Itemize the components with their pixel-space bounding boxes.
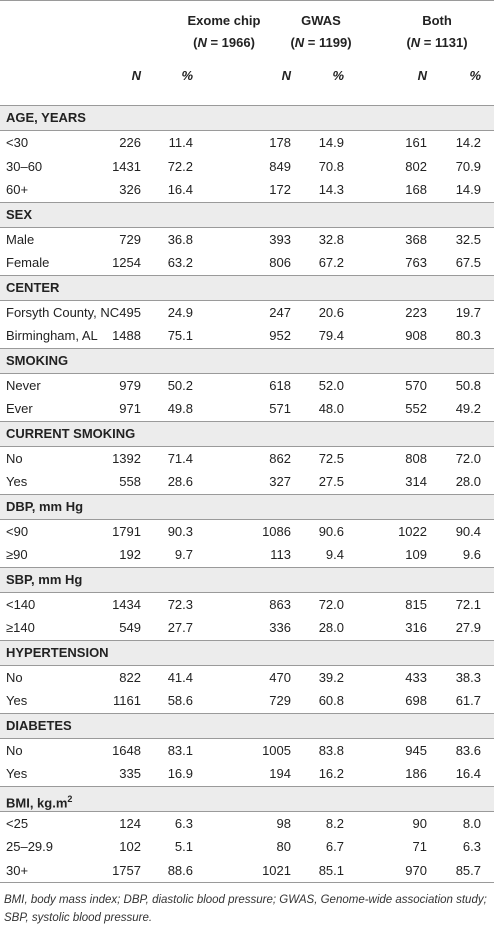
row-label: Ever — [6, 401, 33, 416]
section-header — [0, 494, 494, 520]
count-cell: 618 — [269, 377, 291, 393]
section-header — [0, 567, 494, 593]
count-cell: 698 — [405, 693, 427, 708]
count-cell: 1791 — [112, 523, 141, 539]
percent-cell: 80.3 — [455, 328, 481, 343]
row-label: Birmingham, AL — [6, 328, 98, 343]
percent-cell: 16.4 — [167, 182, 193, 197]
percent-cell: 5.1 — [174, 839, 193, 854]
count-cell: 1086 — [262, 523, 291, 539]
percent-cell: 83.8 — [318, 742, 344, 758]
count-column-header: N — [131, 68, 141, 83]
count-cell: 952 — [269, 328, 291, 343]
count-cell: 1757 — [112, 862, 141, 878]
count-cell: 1161 — [113, 693, 141, 708]
count-cell: 327 — [269, 474, 291, 489]
row-label: <140 — [6, 596, 36, 612]
table-row — [0, 228, 494, 252]
percent-cell: 52.0 — [318, 377, 344, 393]
percent-cell: 90.4 — [455, 523, 481, 539]
percent-cell: 72.2 — [167, 158, 193, 174]
table-row — [0, 324, 494, 348]
row-label: Male — [6, 231, 35, 247]
count-cell: 1022 — [398, 523, 427, 539]
table-row — [0, 812, 494, 836]
section-header — [0, 348, 494, 374]
count-cell: 470 — [269, 669, 291, 685]
section-title-superscript: 2 — [67, 793, 73, 804]
count-cell: 1005 — [262, 742, 291, 758]
table-row — [0, 762, 494, 786]
percent-cell: 14.9 — [318, 135, 344, 150]
percent-cell: 20.6 — [318, 304, 344, 320]
row-label: ≥90 — [6, 547, 28, 562]
percent-cell: 9.4 — [325, 547, 344, 562]
count-cell: 247 — [269, 304, 291, 320]
percent-cell: 6.3 — [174, 815, 193, 831]
count-cell: 98 — [276, 815, 291, 831]
row-label: Forsyth County, NC — [6, 304, 120, 320]
percent-cell: 85.7 — [455, 862, 481, 878]
column-group-header — [261, 10, 381, 54]
group-name: Both — [422, 13, 452, 28]
row-label: 25–29.9 — [6, 839, 53, 854]
section-title: CENTER — [6, 279, 60, 295]
percent-cell: 14.2 — [455, 135, 481, 150]
count-cell: 806 — [269, 255, 291, 270]
section-title: DIABETES — [6, 717, 72, 733]
count-cell: 729 — [269, 693, 291, 708]
table-row — [0, 374, 494, 398]
table-row — [0, 593, 494, 617]
count-cell: 336 — [269, 620, 291, 635]
row-label: Never — [6, 377, 41, 393]
count-cell: 815 — [405, 596, 427, 612]
percent-cell: 49.2 — [455, 401, 481, 416]
section-title: CURRENT SMOKING — [6, 425, 136, 441]
row-label: 60+ — [6, 182, 29, 197]
table-row — [0, 301, 494, 325]
n-symbol: N — [294, 35, 305, 50]
count-cell: 808 — [405, 450, 427, 466]
count-cell: 549 — [119, 620, 141, 635]
percent-cell: 28.0 — [455, 474, 481, 489]
count-cell: 316 — [405, 620, 427, 635]
percent-cell: 72.1 — [455, 596, 481, 612]
row-label: 30–60 — [6, 158, 43, 174]
percent-cell: 32.5 — [455, 231, 481, 247]
percent-cell: 50.8 — [455, 377, 481, 393]
percent-cell: 60.8 — [318, 693, 344, 708]
percent-cell: 9.6 — [462, 547, 481, 562]
count-cell: 979 — [119, 377, 141, 393]
count-cell: 223 — [405, 304, 427, 320]
count-cell: 552 — [405, 401, 427, 416]
percent-column-header: % — [469, 68, 481, 83]
count-cell: 822 — [119, 669, 141, 685]
count-cell: 161 — [405, 135, 427, 150]
section-header — [0, 105, 494, 131]
count-cell: 314 — [405, 474, 427, 489]
section-header — [0, 202, 494, 228]
count-cell: 226 — [119, 135, 141, 150]
percent-cell: 61.7 — [455, 693, 481, 708]
count-cell: 802 — [405, 158, 427, 174]
percent-cell: 39.2 — [318, 669, 344, 685]
count-cell: 763 — [405, 255, 427, 270]
count-cell: 862 — [269, 450, 291, 466]
count-cell: 1488 — [112, 328, 141, 343]
count-cell: 178 — [269, 135, 291, 150]
count-cell: 1254 — [112, 255, 141, 270]
percent-cell: 24.9 — [167, 304, 193, 320]
count-cell: 71 — [412, 839, 427, 854]
count-cell: 368 — [405, 231, 427, 247]
group-count: (N = 1966) — [193, 35, 255, 50]
count-cell: 433 — [405, 669, 427, 685]
percent-cell: 79.4 — [318, 328, 344, 343]
table-row — [0, 689, 494, 713]
section-title: BMI, kg.m — [6, 794, 68, 810]
percent-cell: 6.7 — [325, 839, 344, 854]
section-title: HYPERTENSION — [6, 644, 109, 660]
count-cell: 1021 — [262, 862, 291, 878]
row-label: No — [6, 669, 23, 685]
percent-cell: 16.4 — [455, 766, 481, 781]
percent-cell: 49.8 — [167, 401, 193, 416]
count-cell: 729 — [119, 231, 141, 247]
row-label: Yes — [6, 474, 28, 489]
percent-cell: 8.2 — [325, 815, 344, 831]
table-row — [0, 616, 494, 640]
percent-cell: 19.7 — [455, 304, 481, 320]
percent-cell: 27.5 — [318, 474, 344, 489]
group-name: GWAS — [301, 13, 341, 28]
count-cell: 495 — [119, 304, 141, 320]
column-group-header — [377, 10, 494, 54]
percent-cell: 41.4 — [167, 669, 193, 685]
count-cell: 186 — [405, 766, 427, 781]
percent-cell: 72.5 — [318, 450, 344, 466]
percent-cell: 16.9 — [167, 766, 193, 781]
count-cell: 113 — [270, 547, 291, 562]
n-symbol: N — [410, 35, 421, 50]
percent-cell: 72.0 — [455, 450, 481, 466]
percent-cell: 14.3 — [318, 182, 344, 197]
count-column-header: N — [417, 68, 427, 83]
table-footnote: BMI, body mass index; DBP, diastolic blood pressure; GWAS, Genome-wide association study; SBP, systolic blood pressure. — [4, 894, 487, 924]
count-cell: 90 — [412, 815, 427, 831]
count-cell: 194 — [269, 766, 291, 781]
count-cell: 1392 — [112, 450, 141, 466]
percent-cell: 36.8 — [167, 231, 193, 247]
percent-cell: 63.2 — [167, 255, 193, 270]
percent-cell: 75.1 — [167, 328, 193, 343]
percent-cell: 8.0 — [462, 815, 481, 831]
percent-cell: 11.4 — [168, 135, 193, 150]
percent-cell: 67.2 — [318, 255, 344, 270]
percent-cell: 6.3 — [462, 839, 481, 854]
table-row — [0, 470, 494, 494]
row-label: Yes — [6, 766, 28, 781]
group-count: (N = 1131) — [406, 35, 468, 50]
group-count: (N = 1199) — [290, 35, 352, 50]
percent-cell: 88.6 — [167, 862, 193, 878]
section-header — [0, 275, 494, 301]
percent-cell: 67.5 — [455, 255, 481, 270]
n-symbol: N — [197, 35, 207, 50]
count-cell: 571 — [269, 401, 291, 416]
table-row — [0, 155, 494, 179]
table-row — [0, 543, 494, 567]
section-title: SBP, mm Hg — [6, 571, 83, 587]
count-cell: 124 — [119, 815, 141, 831]
row-label: Female — [6, 255, 50, 270]
percent-cell: 71.4 — [167, 450, 193, 466]
percent-cell: 58.6 — [167, 693, 193, 708]
count-cell: 192 — [119, 547, 141, 562]
table-row — [0, 666, 494, 690]
count-cell: 1648 — [112, 742, 141, 758]
percent-column-header: % — [181, 68, 193, 83]
section-header — [0, 786, 494, 812]
row-label: <30 — [6, 135, 29, 150]
percent-cell: 28.6 — [167, 474, 193, 489]
count-cell: 970 — [405, 862, 427, 878]
count-column-header: N — [281, 68, 291, 83]
table-row — [0, 520, 494, 544]
count-cell: 908 — [405, 328, 427, 343]
percent-cell: 48.0 — [318, 401, 344, 416]
percent-cell: 27.9 — [455, 620, 481, 635]
row-label: No — [6, 450, 23, 466]
percent-cell: 16.2 — [318, 766, 344, 781]
section-title: AGE, YEARS — [6, 110, 86, 125]
section-header — [0, 640, 494, 666]
count-cell: 1434 — [112, 596, 141, 612]
table-row — [0, 178, 494, 202]
count-cell: 1431 — [112, 158, 141, 174]
percent-cell: 70.9 — [455, 158, 481, 174]
percent-cell: 9.7 — [174, 547, 193, 562]
section-title: SEX — [6, 206, 33, 222]
percent-cell: 27.7 — [167, 620, 193, 635]
count-cell: 335 — [119, 766, 141, 781]
row-label: No — [6, 742, 23, 758]
count-cell: 945 — [405, 742, 427, 758]
group-name: Exome chip — [187, 13, 261, 28]
count-cell: 109 — [405, 547, 427, 562]
count-cell: 326 — [119, 182, 141, 197]
row-label: <25 — [6, 815, 29, 831]
percent-cell: 83.1 — [167, 742, 193, 758]
row-label: <90 — [6, 523, 29, 539]
table-row — [0, 131, 494, 155]
table-body — [0, 105, 494, 882]
percent-cell: 85.1 — [318, 862, 344, 878]
percent-cell: 70.8 — [318, 158, 344, 174]
count-cell: 393 — [269, 231, 291, 247]
count-cell: 863 — [269, 596, 291, 612]
percent-cell: 83.6 — [455, 742, 481, 758]
section-header — [0, 421, 494, 447]
percent-cell: 90.6 — [318, 523, 344, 539]
table-row — [0, 739, 494, 763]
count-cell: 102 — [119, 839, 141, 854]
percent-cell: 72.3 — [167, 596, 193, 612]
percent-cell: 38.3 — [455, 669, 481, 685]
percent-cell: 50.2 — [167, 377, 193, 393]
table-row — [0, 397, 494, 421]
table-row — [0, 835, 494, 859]
row-label: Yes — [6, 693, 28, 708]
section-title: SMOKING — [6, 352, 69, 368]
count-cell: 849 — [269, 158, 291, 174]
percent-cell: 32.8 — [318, 231, 344, 247]
percent-cell: 14.9 — [455, 182, 481, 197]
count-cell: 570 — [405, 377, 427, 393]
section-title: DBP, mm Hg — [6, 498, 84, 514]
count-cell: 172 — [269, 182, 291, 197]
table-row — [0, 447, 494, 471]
table-row — [0, 859, 494, 883]
count-cell: 80 — [276, 839, 291, 854]
count-cell: 971 — [119, 401, 141, 416]
percent-cell: 28.0 — [318, 620, 344, 635]
section-header — [0, 713, 494, 739]
table-header — [0, 1, 494, 105]
count-cell: 558 — [119, 474, 141, 489]
percent-cell: 72.0 — [318, 596, 344, 612]
percent-column-header: % — [332, 68, 344, 83]
row-label: 30+ — [6, 862, 29, 878]
table-row — [0, 251, 494, 275]
row-label: ≥140 — [6, 620, 35, 635]
count-cell: 168 — [405, 182, 427, 197]
percent-cell: 90.3 — [167, 523, 193, 539]
